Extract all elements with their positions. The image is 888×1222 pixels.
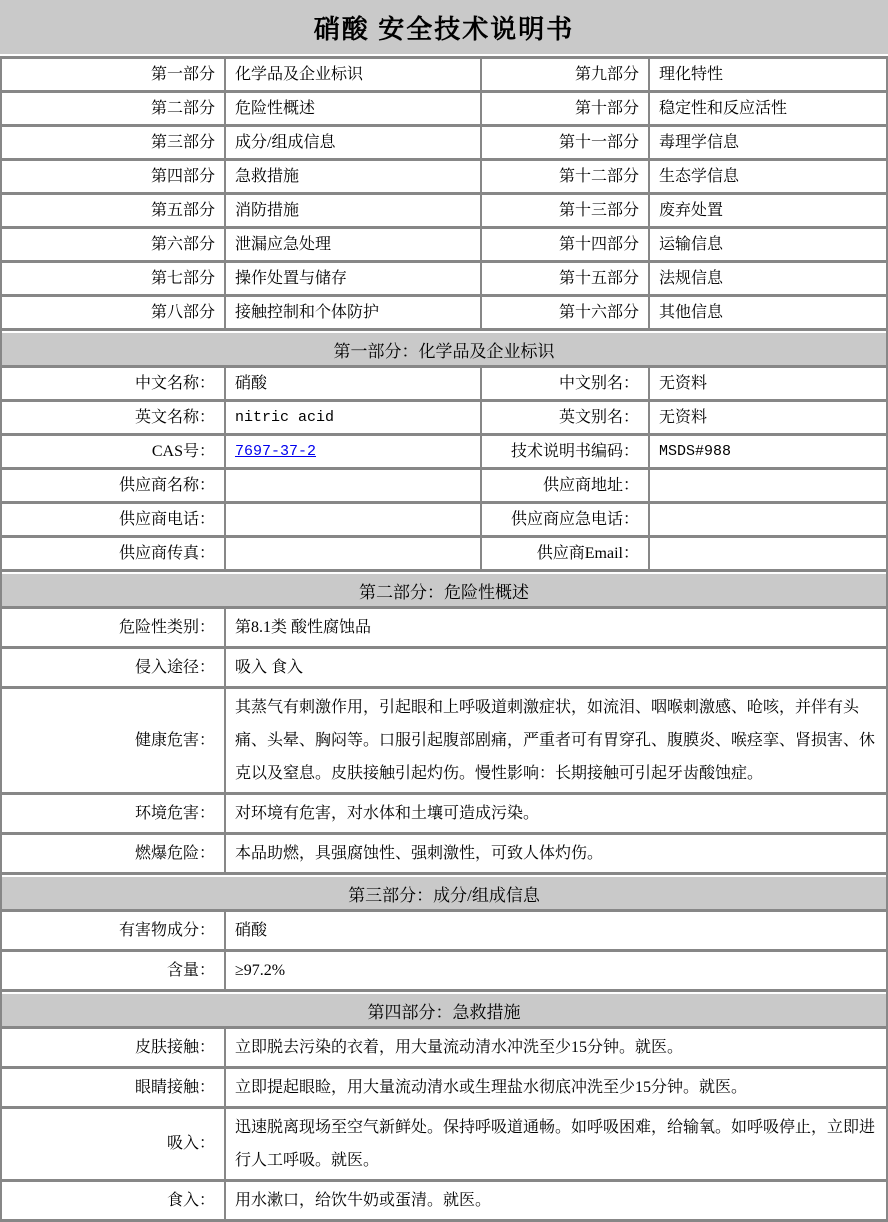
toc-section-title: 运输信息 — [659, 235, 724, 253]
toc-section-title: 其他信息 — [659, 303, 724, 321]
field-label: 供应商电话： — [2, 504, 226, 535]
harmful-component-value: 硝酸 — [235, 922, 268, 939]
toc-row — [2, 59, 886, 93]
hazard-class-value: 第8.1类 酸性腐蚀品 — [235, 619, 372, 636]
toc-section-number: 第十部分 — [482, 93, 650, 124]
english-alias-value: 无资料 — [659, 408, 708, 426]
fire-explosion-hazard-value: 本品助燃，具强腐蚀性、强刺激性，可致人体灼伤。 — [235, 845, 604, 862]
field-row — [2, 1182, 886, 1222]
toc-section-title: 消防措施 — [226, 195, 482, 226]
field-label: 供应商名称： — [2, 470, 226, 501]
toc-row — [2, 195, 886, 229]
supplier-address-value — [650, 470, 886, 501]
toc-section-number: 第十二部分 — [482, 161, 650, 192]
toc-row — [2, 229, 886, 263]
document-title: 硝酸 安全技术说明书 — [0, 0, 888, 54]
section-header-4: 第四部分：急救措施 — [2, 992, 886, 1029]
field-label: 健康危害： — [2, 689, 226, 792]
toc-section-number: 第五部分 — [2, 195, 226, 226]
toc-section-title: 成分/组成信息 — [226, 127, 482, 158]
supplier-name-value — [226, 470, 482, 501]
ingestion-value: 用水漱口，给饮牛奶或蛋清。就医。 — [235, 1192, 492, 1209]
field-row — [2, 649, 886, 689]
field-row — [2, 1109, 886, 1182]
toc-section-number: 第十四部分 — [482, 229, 650, 260]
field-row — [2, 952, 886, 992]
field-label: 供应商应急电话： — [482, 504, 650, 535]
cas-number-cell — [226, 436, 482, 467]
section-header-1: 第一部分：化学品及企业标识 — [2, 331, 886, 368]
toc-section-number: 第八部分 — [2, 297, 226, 328]
toc-row — [2, 127, 886, 161]
supplier-phone-value — [226, 504, 482, 535]
field-label: 皮肤接触： — [2, 1029, 226, 1066]
toc-section-title: 稳定性和反应活性 — [659, 99, 788, 117]
toc-section-number: 第十六部分 — [482, 297, 650, 328]
toc-section-number: 第十一部分 — [482, 127, 650, 158]
field-label: 含量： — [2, 952, 226, 989]
toc-section-number: 第三部分 — [2, 127, 226, 158]
toc-section-number: 第十三部分 — [482, 195, 650, 226]
field-label: 眼睛接触： — [2, 1069, 226, 1106]
field-label: 吸入： — [2, 1109, 226, 1179]
toc-section-title: 化学品及企业标识 — [226, 59, 482, 90]
environment-hazard-value: 对环境有危害，对水体和土壤可造成污染。 — [235, 805, 540, 822]
field-label: 供应商Email： — [482, 538, 650, 569]
supplier-email-value — [650, 538, 886, 569]
toc-section-title: 废弃处置 — [659, 201, 724, 219]
field-row — [2, 689, 886, 795]
toc-section-number: 第六部分 — [2, 229, 226, 260]
field-row — [2, 912, 886, 952]
msds-sheet — [0, 56, 888, 1222]
toc-section-title: 操作处置与储存 — [226, 263, 482, 294]
toc-section-title: 理化特性 — [659, 65, 724, 83]
section-header-3: 第三部分：成分/组成信息 — [2, 875, 886, 912]
toc-section-title: 接触控制和个体防护 — [226, 297, 482, 328]
skin-contact-value: 立即脱去污染的衣着，用大量流动清水冲洗至少15分钟。就医。 — [235, 1039, 684, 1056]
english-name-value: nitric acid — [226, 402, 482, 433]
field-row — [2, 1029, 886, 1069]
field-label: 侵入途径： — [2, 649, 226, 686]
inhalation-value: 迅速脱离现场至空气新鲜处。保持呼吸道通畅。如呼吸困难，给输氧。如呼吸停止，立即进行人工呼吸。就医。 — [235, 1119, 876, 1169]
supplier-fax-value — [226, 538, 482, 569]
eye-contact-value: 立即提起眼睑，用大量流动清水或生理盐水彻底冲洗至少15分钟。就医。 — [235, 1079, 748, 1096]
field-row — [2, 835, 886, 875]
chinese-alias-value: 无资料 — [659, 374, 708, 392]
health-hazard-value: 其蒸气有刺激作用，引起眼和上呼吸道刺激症状，如流泪、咽喉刺激感、呛咳，并伴有头痛、头晕、胸闷等。口服引起腹部剧痛，严重者可有胃穿孔、腹膜炎、喉痉挛、肾损害、休克以及窒息。皮肤接触引起灼伤。慢性影响：长期接触可引起牙齿酸蚀症。 — [235, 699, 876, 782]
field-label: 技术说明书编码： — [482, 436, 650, 467]
toc-row — [2, 161, 886, 195]
toc-section-number: 第四部分 — [2, 161, 226, 192]
entry-routes-value: 吸入 食入 — [235, 659, 304, 676]
toc-section-title: 急救措施 — [226, 161, 482, 192]
toc-section-number: 第七部分 — [2, 263, 226, 294]
content-percentage-value: ≥97.2% — [235, 962, 286, 979]
field-label: 供应商传真： — [2, 538, 226, 569]
field-label: 中文名称： — [2, 368, 226, 399]
field-row — [2, 504, 886, 538]
toc-section-title: 生态学信息 — [659, 167, 740, 185]
toc-section-title: 泄漏应急处理 — [226, 229, 482, 260]
toc-section-title: 法规信息 — [659, 269, 724, 287]
toc-row — [2, 263, 886, 297]
field-label: 环境危害： — [2, 795, 226, 832]
field-row — [2, 795, 886, 835]
field-label: 供应商地址： — [482, 470, 650, 501]
field-row — [2, 402, 886, 436]
section-header-2: 第二部分：危险性概述 — [2, 572, 886, 609]
field-row — [2, 436, 886, 470]
field-label: 有害物成分： — [2, 912, 226, 949]
field-label: 中文别名： — [482, 368, 650, 399]
toc-section-title: 危险性概述 — [226, 93, 482, 124]
toc-section-number: 第一部分 — [2, 59, 226, 90]
field-label: CAS号： — [2, 436, 226, 467]
toc-section-number: 第十五部分 — [482, 263, 650, 294]
supplier-emergency-phone-value — [650, 504, 886, 535]
field-label: 危险性类别： — [2, 609, 226, 646]
field-row — [2, 368, 886, 402]
msds-code-value: MSDS#988 — [659, 442, 732, 460]
toc-row — [2, 93, 886, 127]
field-row — [2, 470, 886, 504]
field-row — [2, 1069, 886, 1109]
cas-number-link[interactable]: 7697-37-2 — [235, 442, 317, 460]
toc-section-number: 第二部分 — [2, 93, 226, 124]
field-label: 燃爆危险： — [2, 835, 226, 872]
toc-section-title: 毒理学信息 — [659, 133, 740, 151]
field-label: 英文别名： — [482, 402, 650, 433]
toc-row — [2, 297, 886, 331]
toc-section-number: 第九部分 — [482, 59, 650, 90]
field-label: 英文名称： — [2, 402, 226, 433]
field-row — [2, 538, 886, 572]
chinese-name-value: 硝酸 — [226, 368, 482, 399]
field-label: 食入： — [2, 1182, 226, 1219]
field-row — [2, 609, 886, 649]
